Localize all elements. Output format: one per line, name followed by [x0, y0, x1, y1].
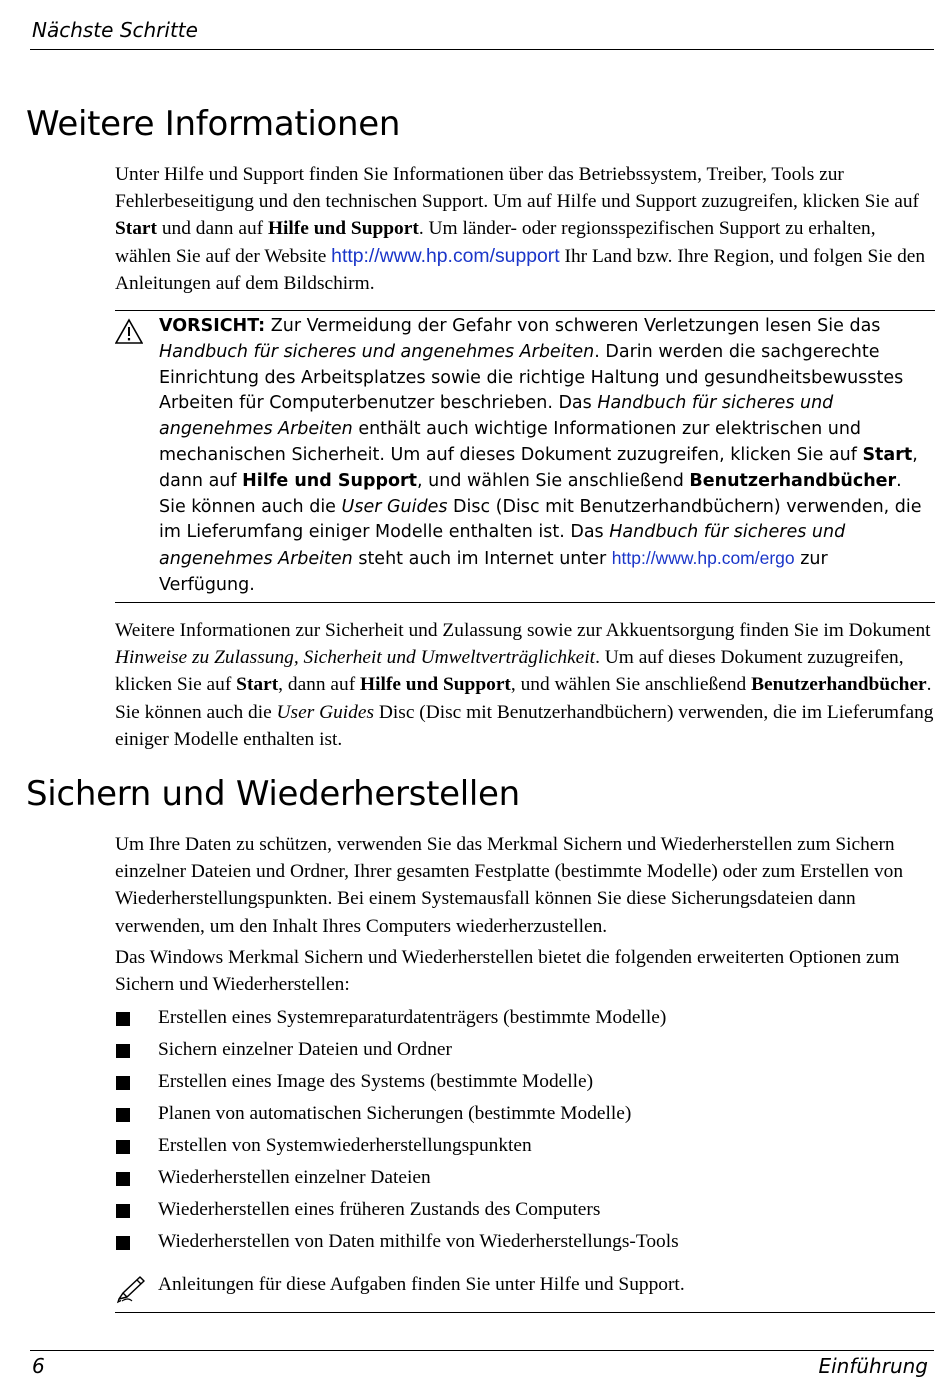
bullet-square-icon — [116, 1108, 130, 1122]
section-title-sichern-und-wiederherstellen: Sichern und Wiederherstellen — [26, 774, 520, 814]
list-item: Wiederherstellen einzelner Dateien — [115, 1162, 935, 1194]
safety-paragraph: Weitere Informationen zur Sicherheit und Zulassung sowie zur Akkuentsorgung finden Sie im Dokument Hinweise zu Zulassung, Sicherheit und Umweltverträglichkeit. Um auf dieses Dokument zuzugreifen, klicken Sie auf Start, dann auf Hilfe und Support, und wählen Sie anschließend Benutzerhandbücher. Sie können auch die User Guides Disc (Disc mit Benutzerhandbüchern) verwenden, die im Lieferumfang einiger Modelle enthalten ist. — [115, 620, 934, 750]
backup-options-list — [115, 1002, 935, 1258]
warning-label: VORSICHT: — [159, 316, 266, 336]
backup-paragraph: Um Ihre Daten zu schützen, verwenden Sie das Merkmal Sichern und Wiederherstellen zum Sichern einzelner Dateien und Ordner, Ihrer gesamten Festplatte (bestimmte Modelle) oder zum Erstellen von Wiederherstellungspunkten. Bei einem Systemausfall können Sie diese Sicherungsdateien dann verwenden, um den Inhalt Ihres Computers wiederherzustellen. — [115, 834, 904, 937]
running-head: Nächste Schritte — [32, 18, 198, 42]
warning-triangle-icon — [115, 318, 143, 344]
bullet-square-icon — [116, 1140, 130, 1154]
list-item: Erstellen von Systemwiederherstellungspunkten — [115, 1130, 935, 1162]
options-intro-paragraph: Das Windows Merkmal Sichern und Wiederherstellen bietet die folgenden erweiterten Optionen zum Sichern und Wiederherstellen: — [115, 947, 900, 996]
list-item: Sichern einzelner Dateien und Ordner — [115, 1034, 935, 1066]
bullet-square-icon — [116, 1076, 130, 1090]
bullet-square-icon — [116, 1012, 130, 1026]
support-link[interactable]: http://www.hp.com/support — [331, 244, 560, 267]
list-item: Erstellen eines Systemreparaturdatenträgers (bestimmte Modelle) — [115, 1002, 935, 1034]
note-text: Anleitungen für diese Aufgaben finden Sie unter Hilfe und Support. — [158, 1274, 685, 1295]
section-title-weitere-informationen: Weitere Informationen — [26, 104, 401, 144]
bullet-square-icon — [116, 1236, 130, 1250]
list-item: Erstellen eines Image des Systems (bestimmte Modelle) — [115, 1066, 935, 1098]
list-item: Planen von automatischen Sicherungen (bestimmte Modelle) — [115, 1098, 935, 1130]
chapter-title: Einführung — [818, 1354, 928, 1378]
page-number: 6 — [32, 1354, 45, 1378]
header-rule — [30, 49, 934, 50]
note-pencil-icon — [115, 1274, 147, 1304]
list-item: Wiederherstellen eines früheren Zustands des Computers — [115, 1194, 935, 1226]
bullet-square-icon — [116, 1044, 130, 1058]
warning-box — [115, 310, 935, 603]
bullet-square-icon — [116, 1172, 130, 1186]
ergo-link[interactable]: http://www.hp.com/ergo — [611, 548, 795, 569]
warning-text: VORSICHT: Zur Vermeidung der Gefahr von schweren Verletzungen lesen Sie das Handbuch für sicheres und angenehmes Arbeiten. Darin werden die sachgerechte Einrichtung des Arbeitsplatzes sowie die richtige Haltung und gesundheitsbewusstes Arbeiten für Computerbenutzer beschrieben. Das Handbuch für sicheres und angenehmes Arbeiten enthält auch wichtige Informationen zur elektrischen und mechanischen Sicherheit. Um auf dieses Dokument zuzugreifen, klicken Sie auf Start, dann auf Hilfe und Support, und wählen Sie anschließend Benutzerhandbücher. Sie können auch die User Guides Disc (Disc mit Benutzerhandbüchern) verwenden, die im Lieferumfang einiger Modelle enthalten ist. Das Handbuch für sicheres und angenehmes Arbeiten steht auch im Internet unter http://www.hp.com/ergo zur Verfügung. — [159, 316, 922, 595]
list-item: Wiederherstellen von Daten mithilfe von Wiederherstellungs-Tools — [115, 1226, 935, 1258]
intro-paragraph: Unter Hilfe und Support finden Sie Informationen über das Betriebssystem, Treiber, Tools zur Fehlerbeseitigung und den technischen Support. Um auf Hilfe und Support zuzugreifen, klicken Sie auf Start und dann auf Hilfe und Support. Um länder- oder regionsspezifischen Support zu erhalten, wählen Sie auf der Website http://www.hp.com/support Ihr Land bzw. Ihre Region, und folgen Sie den Anleitungen auf dem Bildschirm. — [115, 164, 926, 294]
bullet-square-icon — [116, 1204, 130, 1218]
footer-rule — [30, 1350, 934, 1351]
note-box — [115, 1264, 935, 1313]
